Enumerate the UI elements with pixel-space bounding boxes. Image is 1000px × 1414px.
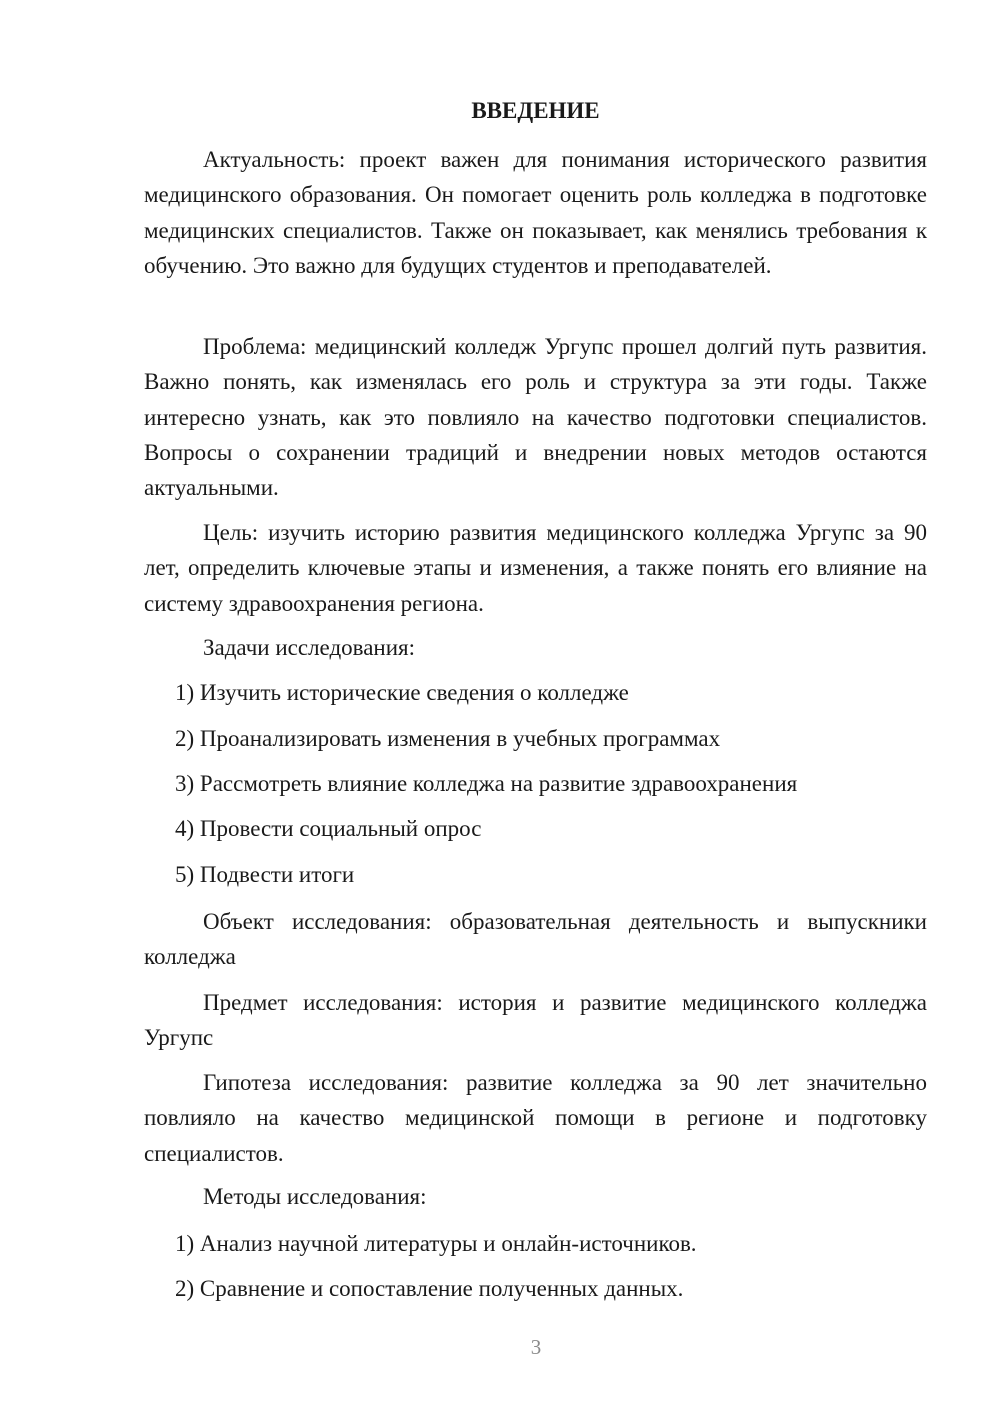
tasks-heading: Задачи исследования: (203, 635, 416, 660)
relevance-paragraph: Актуальность: проект важен для понимания исторического развития медицинского образования. Он помогает оценить роль колледжа в подготовке медицинских специалистов. Также он показывает, как менялись требования к обучению. Это важно для будущих студентов и преподавателей. (144, 147, 927, 278)
method-item: 2) Сравнение и сопоставление полученных данных. (175, 1276, 684, 1301)
methods-heading: Методы исследования: (203, 1184, 427, 1209)
hypothesis-paragraph: Гипотеза исследования: развитие колледжа за 90 лет значительно повлияло на качество медицинской помощи в регионе и подготовку специалистов. (144, 1070, 927, 1166)
subject-paragraph: Предмет исследования: история и развитие медицинского колледжа Ургупс (144, 990, 927, 1051)
method-item: 1) Анализ научной литературы и онлайн-источников. (175, 1231, 697, 1256)
task-item: 4) Провести социальный опрос (175, 816, 482, 841)
page-number: 3 (530, 1335, 542, 1359)
task-item: 5) Подвести итоги (175, 862, 355, 887)
object-paragraph: Объект исследования: образовательная деятельность и выпускники колледжа (144, 909, 927, 970)
problem-paragraph: Проблема: медицинский колледж Ургупс прошел долгий путь развития. Важно понять, как изменялась его роль и структура за эти годы. Также интересно узнать, как это повлияло на качество подготовки специалистов. Вопросы о сохранении традиций и внедрении новых методов остаются актуальными. (144, 334, 927, 501)
task-item: 1) Изучить исторические сведения о колледже (175, 680, 629, 705)
task-item: 2) Проанализировать изменения в учебных программах (175, 726, 721, 751)
task-item: 3) Рассмотреть влияние колледжа на развитие здравоохранения (175, 771, 798, 796)
goal-paragraph: Цель: изучить историю развития медицинского колледжа Ургупс за 90 лет, определить ключевые этапы и изменения, а также понять его влияние на систему здравоохранения региона. (144, 520, 927, 616)
section-heading: ВВЕДЕНИЕ (471, 98, 600, 123)
